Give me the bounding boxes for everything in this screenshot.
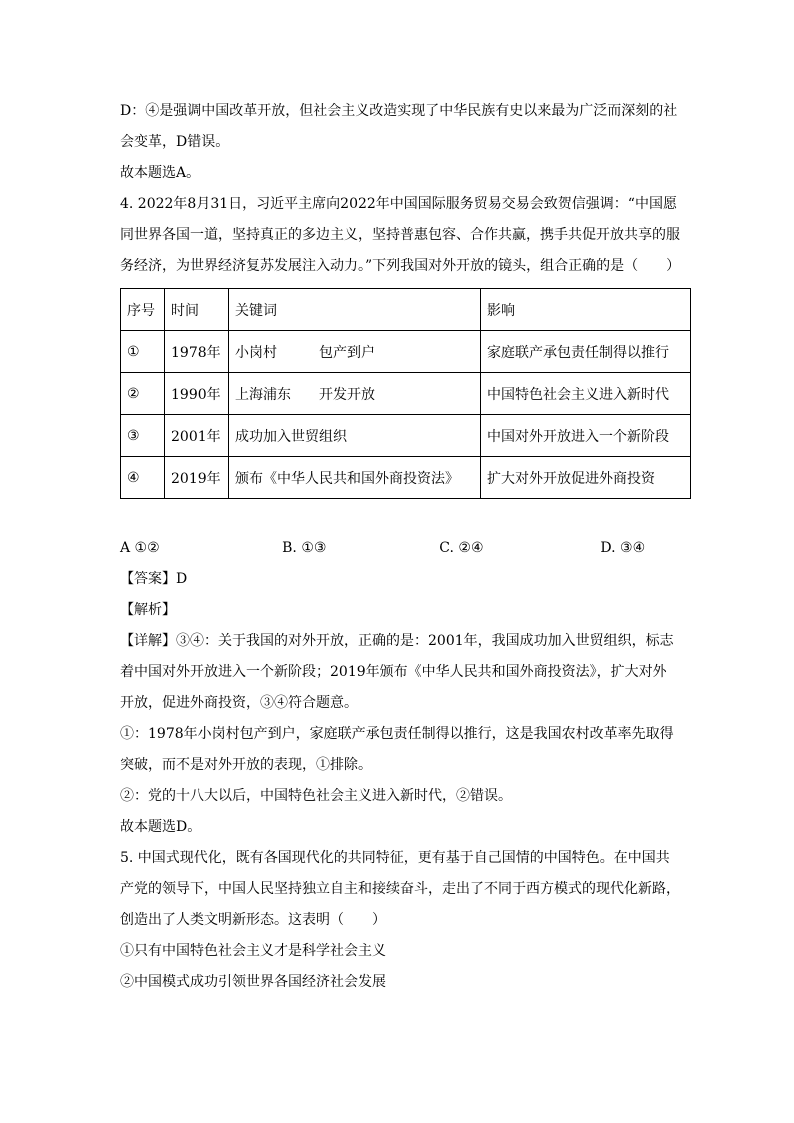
table-cell: ④ bbox=[121, 457, 165, 499]
analysis-title: 【解析】 bbox=[120, 602, 176, 618]
question-5-stem: 5. 中国式现代化，既有各国现代化的共同特征，更有基于自己国情的中国特色。在中国共产党的领导下，中国人民坚持独立自主和接续奋斗，走出了不同于西方模式的现代化新路，创造出了人类文明新形态。这表明（ ） bbox=[120, 850, 680, 928]
table-cell: 扩大对外开放促进外商投资 bbox=[481, 457, 691, 499]
analysis-item-2: ②：党的十八大以后，中国特色社会主义进入新时代，②错误。 bbox=[120, 788, 512, 804]
table-cell: 中国对外开放进入一个新阶段 bbox=[481, 415, 691, 457]
table-cell: 小岗村 包产到户 bbox=[229, 331, 481, 373]
question-5-item-1: ①只有中国特色社会主义才是科学社会主义 bbox=[120, 943, 386, 959]
question-4-table bbox=[120, 288, 691, 499]
table-cell: 中国特色社会主义进入新时代 bbox=[481, 373, 691, 415]
table-header-cell: 时间 bbox=[165, 289, 229, 331]
table-header-row bbox=[121, 289, 691, 331]
table-cell: 1978年 bbox=[165, 331, 229, 373]
table-cell: ① bbox=[121, 331, 165, 373]
table-cell: 上海浦东 开发开放 bbox=[229, 373, 481, 415]
question-4-stem: 4. 2022年8月31日，习近平主席向2022年中国国际服务贸易交易会致贺信强调：“中国愿同世界各国一道，坚持真正的多边主义，坚持普惠包容、合作共赢，携手共促开放共享的服务经济，为世界经济复苏发展注入动力。”下列我国对外开放的镜头，组合正确的是（ ） bbox=[120, 196, 681, 274]
option-b: B. ①③ bbox=[282, 540, 327, 556]
option-d: D. ③④ bbox=[600, 540, 646, 556]
table-row bbox=[121, 415, 691, 457]
table-cell: 颁布《中华人民共和国外商投资法》 bbox=[229, 457, 481, 499]
document-page bbox=[120, 96, 680, 998]
analysis-conclusion: 故本题选D。 bbox=[120, 819, 202, 835]
table-row bbox=[121, 373, 691, 415]
analysis-detail: 【详解】③④：关于我国的对外开放，正确的是：2001年，我国成功加入世贸组织，标志着中国对外开放进入一个新阶段；2019年颁布《中华人民共和国外商投资法》，扩大对外开放，促进外商投资，③④符合题意。 bbox=[120, 633, 674, 711]
question-4-options bbox=[120, 533, 680, 564]
table-header-cell: 序号 bbox=[121, 289, 165, 331]
table-cell: 2019年 bbox=[165, 457, 229, 499]
table-cell: 2001年 bbox=[165, 415, 229, 457]
table-header-cell: 影响 bbox=[481, 289, 691, 331]
paragraph-d-explanation: D：④是强调中国改革开放，但社会主义改造实现了中华民族有史以来最为广泛而深刻的社会变革，D错误。 bbox=[120, 103, 678, 150]
table-cell: 成功加入世贸组织 bbox=[229, 415, 481, 457]
table-row bbox=[121, 457, 691, 499]
table-header-cell: 关键词 bbox=[229, 289, 481, 331]
table-cell: 家庭联产承包责任制得以推行 bbox=[481, 331, 691, 373]
analysis-item-1: ①：1978年小岗村包产到户，家庭联产承包责任制得以推行，这是我国农村改革率先取得突破，而不是对外开放的表现，①排除。 bbox=[120, 726, 674, 773]
answer-label: 【答案】D bbox=[120, 571, 188, 587]
question-5-item-2: ②中国模式成功引领世界各国经济社会发展 bbox=[120, 974, 386, 990]
table-cell: 1990年 bbox=[165, 373, 229, 415]
paragraph-conclusion-a: 故本题选A。 bbox=[120, 165, 201, 181]
table-cell: ③ bbox=[121, 415, 165, 457]
option-c: C. ②④ bbox=[439, 540, 484, 556]
option-a: A ①② bbox=[120, 540, 160, 556]
table-row bbox=[121, 331, 691, 373]
table-cell: ② bbox=[121, 373, 165, 415]
